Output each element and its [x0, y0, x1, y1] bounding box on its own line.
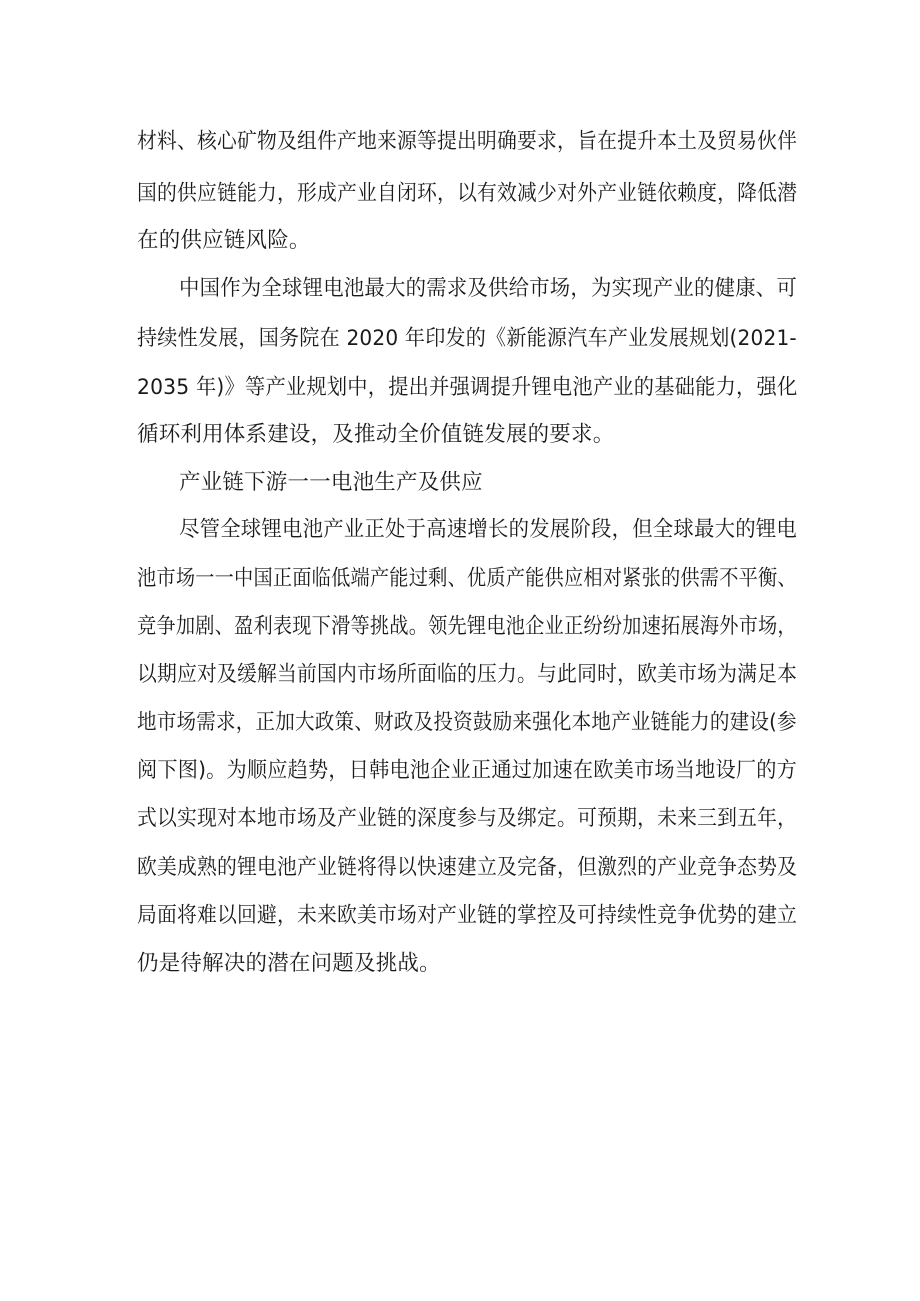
section-heading: 产业链下游一一电池生产及供应	[179, 470, 483, 495]
paragraph-line: 式以实现对本地市场及产业链的深度参与及绑定。可预期，未来三到五年，	[137, 806, 798, 831]
paragraph-line: 材料、核心矿物及组件产地来源等提出明确要求，旨在提升本土及贸易伙伴	[137, 129, 798, 154]
paragraph-line: 池市场一一中国正面临低端产能过剩、优质产能供应相对紧张的供需不平衡、	[137, 566, 797, 591]
paragraph-line: 地市场需求，正加大政策、财政及投资鼓励来强化本地产业链能力的建设(参	[137, 710, 797, 735]
paragraph-line: 2035 年)》等产业规划中，提出并强调提升锂电池产业的基础能力，强化	[137, 375, 798, 400]
paragraph-line: 在的供应链风险。	[137, 228, 311, 253]
paragraph-line: 竞争加剧、盈利表现下滑等挑战。领先锂电池企业正纷纷加速拓展海外市场，	[137, 614, 797, 639]
paragraph-line: 阅下图)。为顺应趋势，日韩电池企业正通过加速在欧美市场当地设厂的方	[137, 758, 797, 783]
paragraph-line: 中国作为全球锂电池最大的需求及供给市场，为实现产业的健康、可	[179, 276, 798, 301]
paragraph-line: 持续性发展，国务院在 2020 年印发的《新能源汽车产业发展规划(2021-	[137, 326, 797, 351]
paragraph-line: 以期应对及缓解当前国内市场所面临的压力。与此同时，欧美市场为满足本	[137, 662, 798, 687]
paragraph-line: 仍是待解决的潜在问题及挑战。	[137, 951, 441, 976]
paragraph-line: 尽管全球锂电池产业正处于高速增长的发展阶段，但全球最大的锂电	[179, 517, 798, 542]
paragraph-line: 欧美成熟的锂电池产业链将得以快速建立及完备，但激烈的产业竞争态势及	[137, 855, 798, 880]
paragraph-line: 循环利用体系建设，及推动全价值链发展的要求。	[137, 422, 615, 447]
paragraph-line: 国的供应链能力，形成产业自闭环，以有效减少对外产业链依赖度，降低潜	[137, 181, 798, 206]
paragraph-line: 局面将难以回避，未来欧美市场对产业链的掌控及可持续性竞争优势的建立	[137, 903, 798, 928]
